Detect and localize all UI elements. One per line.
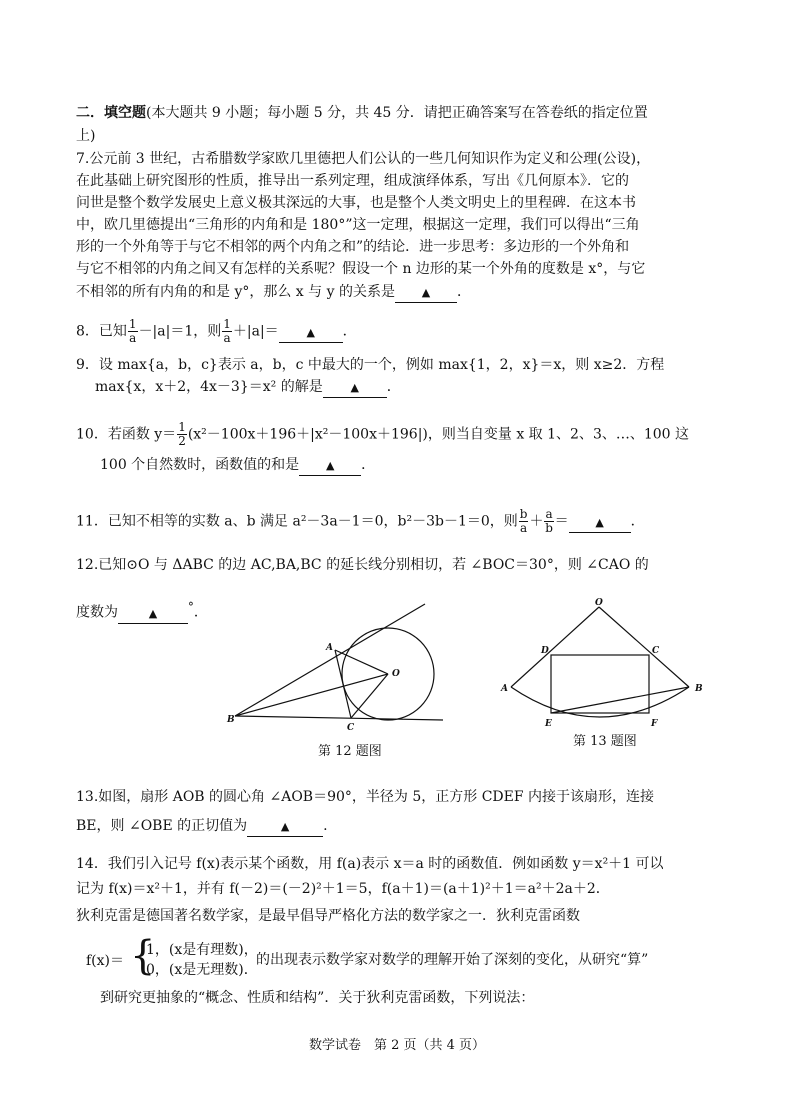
q12-question: 度数为 <box>76 604 118 621</box>
q8-middle-2: ＋|a|＝ <box>232 323 279 340</box>
q14-line-3: 狄利克雷是德国著名数学家，是最早倡导严格化方法的数学家之一．狄利克雷函数 <box>76 908 580 924</box>
q9-end: ． <box>386 379 401 395</box>
q11-fraction-2: $\frac{a}{b}$ <box>545 507 553 535</box>
q10-prefix: 10．若函数 y＝ <box>76 426 177 443</box>
figure-13 <box>495 595 715 735</box>
q11-end: ． <box>630 513 645 530</box>
q11-prefix: 11．已知不相等的实数 a、b 满足 a²－3a－1＝0，b²－3b－1＝0，则 <box>76 513 518 530</box>
q11-plus: ＋ <box>529 513 544 530</box>
q10-line-2 <box>100 456 375 476</box>
q8-prefix: 8．已知 <box>76 323 127 340</box>
q7-question-tail: 不相邻的所有内角的和是 y°，那么 x 与 y 的关系是 <box>76 284 395 300</box>
q9-equation: max{x，x＋2，4x－3}＝x² 的解是 <box>95 379 323 395</box>
q13-question: BE，则 ∠OBE 的正切值为 <box>76 818 248 834</box>
answer-mark: ▲ <box>280 820 290 833</box>
section-heading-line <box>76 104 648 122</box>
q13-answer-blank[interactable] <box>247 817 323 837</box>
figure-12-caption: 第 12 题图 <box>318 744 382 759</box>
q12-degree: ° <box>188 600 194 614</box>
page-footer: 数学试卷 第 2 页（共 4 页） <box>308 1038 486 1053</box>
section-heading: 二．填空题 <box>76 105 146 121</box>
q12-line-2 <box>76 598 208 624</box>
q12-end: ． <box>193 604 208 621</box>
fig13-label-C: C <box>652 646 660 656</box>
section-instructions: (本大题共 9 小题；每小题 5 分，共 45 分．请把正确答案写在答卷纸的指定位置 <box>146 105 648 121</box>
q11-line <box>76 508 645 535</box>
q7-end: ． <box>456 284 471 300</box>
fig13-label-F: F <box>651 719 658 729</box>
fig12-label-B: B <box>227 715 235 725</box>
q9-line-2 <box>95 378 401 398</box>
q10-answer-blank[interactable] <box>299 456 361 476</box>
fig12-label-O: O <box>392 669 400 679</box>
q8-answer-blank[interactable] <box>279 323 343 343</box>
fig12-label-A: A <box>326 643 333 653</box>
q7-line-2: 在此基础上研究图形的性质，推导出一系列定理，组成演绎体系，写出《几何原本》．它的 <box>76 173 629 189</box>
fig13-label-E: E <box>545 719 552 729</box>
q8-line <box>76 318 357 345</box>
q10-question: 100 个自然数时，函数值的和是 <box>100 457 300 473</box>
q7-line-5: 形的一个外角等于与它不相邻的两个内角之和”的结论．进一步思考：多边形的一个外角和 <box>76 239 630 255</box>
q10-line-1 <box>76 421 689 448</box>
answer-mark: ▲ <box>421 286 431 299</box>
figure-13-caption: 第 13 题图 <box>573 734 637 749</box>
q10-expression: (x²－100x＋196＋|x²－100x＋196|)，则当自变量 x 取 1、2、3、…、100 这 <box>187 426 690 443</box>
figure-12 <box>225 598 455 738</box>
answer-mark: ▲ <box>148 606 158 620</box>
fig12-label-C: C <box>347 723 355 733</box>
answer-mark: ▲ <box>306 325 315 339</box>
q10-half-fraction: $\frac{1}{2}$ <box>178 420 186 448</box>
q14-case-2: 0，(x是无理数)． <box>146 962 258 978</box>
q11-fraction-1: $\frac{b}{a}$ <box>519 507 528 535</box>
q9-line-1: 9．设 max{a，b，c}表示 a，b，c 中最大的一个，例如 max{1，2，x}＝x，则 x≥2．方程 <box>76 357 665 373</box>
q14-case-1: 1，(x是有理数)， <box>146 942 258 958</box>
q7-line-3: 问世是整个数学发展史上意义极其深远的大事，也是整个人类文明史上的里程碑．在这本书 <box>76 195 636 211</box>
q7-line-4: 中，欧几里德提出“三角形的内角和是 180°”这一定理，根据这一定理，我们可以得出“三角 <box>76 217 640 233</box>
q14-fx-label: f(x)＝ <box>86 953 125 969</box>
q14-line-5: 到研究更抽象的“概念、性质和结构”．关于狄利克雷函数，下列说法： <box>100 990 535 1006</box>
fig13-label-A: A <box>501 684 508 694</box>
q8-fraction-1: $\frac{1}{a}$ <box>128 317 137 345</box>
fig13-label-B: B <box>695 684 703 694</box>
q8-middle-1: －|a|＝1，则 <box>138 323 222 340</box>
q14-brace: { <box>130 933 156 979</box>
fig13-label-D: D <box>541 646 549 656</box>
q12-line-1: 12.已知⊙O 与 ΔABC 的边 AC,BA,BC 的延长线分别相切，若 ∠BOC＝30°，则 ∠CAO 的 <box>76 557 649 573</box>
q7-line-6: 与它不相邻的内角之间又有怎样的关系呢？假设一个 n 边形的某一个外角的度数是 x°，与它 <box>76 261 646 277</box>
q14-line-4: 的出现表示数学家对数学的理解开始了深刻的变化，从研究“算” <box>256 952 649 968</box>
q13-line-2 <box>76 817 328 837</box>
q14-line-1: 14．我们引入记号 f(x)表示某个函数，用 f(a)表示 x＝a 时的函数值．例如函数 y＝x²＋1 可以 <box>76 856 664 872</box>
q7-line-7 <box>76 283 471 303</box>
q13-line-1: 13.如图，扇形 AOB 的圆心角 ∠AOB＝90°，半径为 5，正方形 CDEF 内接于该扇形，连接 <box>76 789 655 805</box>
q8-end: ． <box>342 323 357 340</box>
q11-equals: ＝ <box>554 513 569 530</box>
fig13-label-O: O <box>595 598 603 608</box>
answer-mark: ▲ <box>325 459 335 472</box>
q8-fraction-2: $\frac{1}{a}$ <box>223 317 231 345</box>
q13-end: . <box>323 818 328 834</box>
q7-answer-blank[interactable] <box>395 283 457 303</box>
q14-line-2: 记为 f(x)＝x²＋1，并有 f(－2)＝(－2)²＋1＝5，f(a＋1)＝(a＋1)²＋1＝a²＋2a＋2． <box>76 881 610 897</box>
answer-mark: ▲ <box>595 515 604 529</box>
q11-answer-blank[interactable] <box>569 513 631 533</box>
section-instructions-cont: 上) <box>76 128 96 144</box>
q10-end: ． <box>361 457 376 473</box>
q9-answer-blank[interactable] <box>323 378 387 398</box>
q7-line-1: 7.公元前 3 世纪，古希腊数学家欧几里德把人们公认的一些几何知识作为定义和公理(公设)， <box>76 151 651 167</box>
answer-mark: ▲ <box>350 381 359 394</box>
q12-answer-blank[interactable] <box>118 604 188 624</box>
